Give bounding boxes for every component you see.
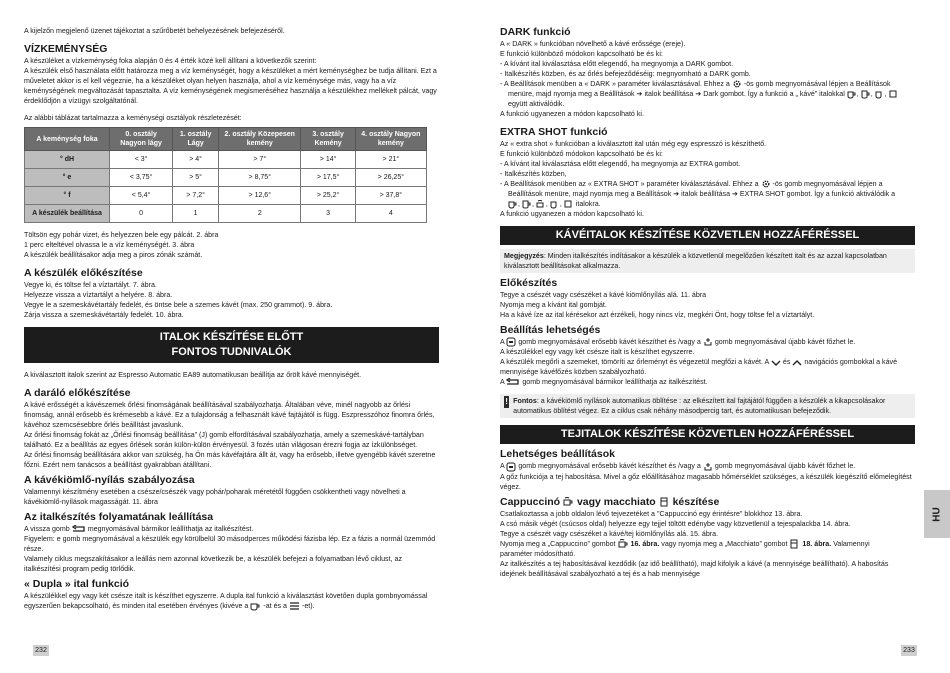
section-title-spout: A kávékiömlő-nyílás szabályozása [24, 474, 195, 486]
settings-l1a: A [500, 338, 505, 347]
menu-lines-icon [289, 602, 300, 610]
cup-icon [550, 200, 560, 209]
dark-line: A funkció ugyanezen a módon kapcsolható ki. [500, 110, 644, 119]
section-banner-milk: TEJITALOK KÉSZÍTÉSE KÖZVETLEN HOZZÁFÉRÉSSEL [500, 425, 915, 444]
table-cell: > 8,75° [219, 169, 301, 187]
page-number-right: 233 [901, 645, 917, 656]
hardness-table [24, 127, 427, 223]
table-cell: 3 [301, 205, 355, 223]
dark-line: - Italkészítés közben, és az őrlés befejeződéséig: megnyomható a DARK gomb. [500, 70, 751, 78]
table-cell: 2 [219, 205, 301, 223]
table-header-cell: A keménység foka [25, 128, 110, 151]
milk-l1a: A [500, 462, 505, 471]
section-title-hardness: VÍZKEMÉNYSÉG [24, 43, 108, 55]
table-cell: > 14° [301, 151, 355, 169]
mug-icon [564, 200, 574, 209]
remark-box [500, 249, 915, 273]
stop-p1-b: megnyomásával bármikor leállíthatja az italkészítést. [87, 525, 254, 533]
settings-l1c: gomb megnyomásával újabb kávét főzhet le. [714, 338, 856, 347]
extra-line: - A kívánt ital kiválasztása előtt elegendő, ha megnyomja az EXTRA gombot. [500, 160, 741, 169]
cappuccino-l4c: vagy nyomja meg a „Macchiato” gombot [661, 539, 788, 548]
table-header-cell: 1. osztály Lágy [173, 128, 219, 151]
settings-l5b: gomb megnyomásával bármikor leállíthatja az italkészítést. [522, 378, 708, 387]
mug-icon [889, 90, 899, 99]
table-cell: > 5° [173, 169, 219, 187]
milk-l1b: gomb megnyomásával erősebb kávét készíthet és /vagy a [518, 462, 701, 471]
back-arrow-icon [506, 378, 520, 387]
mug-icon [861, 90, 871, 99]
extra-line: E funkció különböző módokon kapcsolható be és ki: [500, 150, 663, 159]
macchiato-icon [789, 539, 800, 549]
dark-line: - A kívánt ital kiválasztása előtt elegendő, ha megnyomja a DARK gombot. [500, 60, 734, 68]
section-title-dark: DARK funkció [500, 26, 571, 38]
dark-l5b: -ös gomb megnyomásával lépjen a Beállítások [743, 80, 891, 88]
settings-line [500, 357, 915, 367]
settings-line [500, 337, 915, 347]
cappuccino-l4e: Valamennyi [833, 539, 870, 548]
table-header-cell: 0. osztály Nagyon lágy [110, 128, 173, 151]
after-table-3: A készülék beállításakor adja meg a piros zónák számát. [24, 251, 203, 259]
cappuccino-icon [536, 200, 546, 209]
section-title-extra: EXTRA SHOT funkció [500, 126, 608, 139]
chevron-up-icon [792, 359, 802, 367]
table-header-cell: 2. osztály Közepesen kemény [219, 128, 301, 151]
double-p1-end: -et). [301, 602, 315, 610]
extra-l7: italokra. [575, 200, 601, 209]
prep-line: Zárja vissza a szemeskávétartály fedelét. 10. ábra. [24, 311, 184, 319]
prep-line: Vegye ki, és töltse fel a víztartályt. 7. ábra. [24, 281, 157, 289]
important-label: Fontos [513, 397, 537, 406]
language-tab [924, 490, 950, 538]
section-title-grinder: A daráló előkészítése [24, 387, 131, 399]
cappuccino-line: Az italkészítés a tej habosításával kezdődik (az idő beállítható), majd kifolyik a kávé (a mennyisége beállítható). A habosítás idejének beállításával szabályozható a tej és a hab mennyisége [500, 559, 889, 578]
section-title-prep: A készülék előkészítése [24, 267, 143, 279]
cappuccino-icon [563, 497, 574, 507]
remark-label: Megjegyzés [504, 252, 544, 261]
banner-after-text: A kiválasztott italok szerint az Espresso Automatic EA89 automatikusan beállítja az őrölt kávé mennyiségét. [24, 371, 362, 379]
double-p1-mid: -at és a [263, 602, 288, 610]
cappuccino-line: A csó másik végét (csúcsos oldal) helyezze egy tejjel töltött edénybe vagy közvetlenül a tejespalackba 14. ábra. [500, 519, 851, 528]
table-row-header: ° f [25, 187, 110, 205]
strong-coffee-icon [506, 337, 516, 347]
table-header-row [25, 128, 427, 151]
table-cell: 0 [110, 205, 173, 223]
cup-icon [875, 90, 885, 99]
grinder-p1: A kávé erősségét a kávészemek őrlési finomságának beállításával szabályozhatja. Általában véve, minél nagyobb az őrlési finomság, annál erősebb és krémesebb a kávé. Ez a tulajdonság a felhasznált kávé fajtájától is függ. Eszpresszóhoz finomra őrlés, kávéhoz szemcsésebbre őrlés beállítást javaslunk. [24, 401, 435, 429]
mug-icon [522, 200, 532, 209]
dark-line: E funkció különböző módokon kapcsolható be és ki: [500, 50, 663, 58]
cup-icon [847, 90, 857, 99]
settings-l5a: A [500, 378, 505, 387]
extra-line [500, 179, 915, 189]
section-title-milk-settings: Lehetséges beállítások [500, 448, 615, 461]
cappuccino-l4a: Nyomja meg a „Cappuccino” gombot [500, 539, 616, 548]
stop-p3: Valamely ciklus megszakításakor a leállás nem azonnal következik be, a készülék befejezi a folyamatban lévő ciklust, az italkészítési program pedig törlődik. [24, 555, 402, 573]
important-text [513, 396, 911, 416]
cup-icon [250, 602, 261, 611]
settings-l1b: gomb megnyomásával erősebb kávét készíthet és /vagy a [518, 338, 701, 347]
settings-l3b: és [782, 358, 791, 367]
important-body: : a kávékiömlő nyílások automatikus öblítése : az elkészített ital fajtájától függően a készülék a kikapcsolásakor automatikus öblítést végez. Ez a ciklus csak néhány másodpercig tart, és automatikusan befejeződik. [513, 397, 886, 416]
milk-settings-line: A gőz funkciója a tej habosítása. Mivel a gőz előállításához magasabb hőmérséklet szükséges, a készülék kiegészítő előmelegítést végez. [500, 472, 912, 491]
table-cell: > 17,5° [301, 169, 355, 187]
extra-l5b: -ös gomb megnyomásával lépjen a [772, 180, 883, 189]
table-cell: > 4° [173, 151, 219, 169]
hardness-p2: A készülék első használata előtt határozza meg a víz keménységét, hogy a készüléket a mért keménységhez be tudja állítani. Ezt a műveletet akkor is el kell végeznie, ha a készüléket olyan helyen használja, ahol a víz keménysége más, vagy ha a víz keménységének megváltozását tapasztalta. A víz keménységének megismeréséhez használja a készülékhez mellékelt pálcát, vagy érdeklődjön a vízügyi szolgáltatónál. [24, 67, 437, 105]
strong-coffee-icon [506, 462, 516, 472]
table-row-header: A készülék beállítása [25, 205, 110, 223]
stop-p1 [24, 524, 439, 534]
cappuccino-line: paraméter módosítható. [500, 549, 576, 558]
coffee-prep-line: Ha a kávé íze az ital kérésekor azt érzékeli, hogy nincs víz, megkéri Önt, hogy töltse fel a víztartályt. [500, 311, 815, 320]
back-arrow-icon [72, 525, 86, 534]
warning-icon: ! [505, 397, 508, 407]
section-title-stop: Az italkészítés folyamatának leállítása [24, 511, 214, 523]
milk-l1c: gomb megnyomásával újabb kávét főzhet le. [714, 462, 856, 471]
table-cell: > 21° [355, 151, 426, 169]
table-cell: 4 [355, 205, 426, 223]
section-banner-before-drinks [24, 327, 439, 363]
intro-text: A kijelzőn megjelenő üzenet tájékoztat a szűrőbetét behelyezésének befejezéséről. [24, 27, 285, 35]
gear-icon [732, 79, 742, 89]
right-page [500, 26, 915, 579]
prep-line: Helyezze vissza a víztartályt a helyére. 8. ábra. [24, 291, 173, 299]
stop-p1-a: A vissza gomb [24, 525, 70, 533]
double-p1 [24, 591, 439, 611]
dark-line: menüre, majd nyomja meg a Beállítások ➔ italok beállítása ➔ Dark gombot. Így a funkció a „ kávé” italokkal , , , [500, 89, 915, 99]
chevron-down-icon [771, 359, 781, 367]
table-cell: > 37,8° [355, 187, 426, 205]
table-cell: < 3,75° [110, 169, 173, 187]
settings-line: mennyisége kávéfőzés közben szabályozható. [500, 368, 647, 377]
left-page [24, 26, 439, 611]
table-cell: 1 [173, 205, 219, 223]
section-title-cappuccino [500, 496, 915, 509]
settings-l3a: A készülék megőrli a szemeket, tömöríti az őrleményt és végezetül megfőzi a kávét. A [500, 358, 769, 367]
cappuccino-title-a: Cappuccinó [500, 495, 561, 508]
dark-l5a: - A Beállítások menüben a « DARK » paraméter kiválasztásával. Ehhez a [500, 80, 730, 88]
grinder-p3: Az őrlési finomság beállítására akkor van szükség, ha Ön más kávéfajtára állt át, vagy ha erősebb, illetve gyengébb kávét szeretne főzni. Ezért nem tanácsos a beállítást gyakrabban átállítani. [24, 451, 436, 469]
extra-line: Az « extra shot » funkcióban a kiválasztott ital után még egy espresszó is készíthető. [500, 140, 767, 149]
coffee-prep-line: Nyomja meg a kívánt ital gombját. [500, 301, 607, 310]
settings-line [500, 377, 915, 387]
section-title-coffee-prep: Előkészítés [500, 277, 558, 290]
table-header-cell: 4. osztály Nagyon kemény [355, 128, 426, 151]
after-table-2: 1 perc elteltével olvassa le a víz keménységét. 3. ábra [24, 241, 195, 249]
after-table-1: Töltsön egy pohár vizet, és helyezzen bele egy pálcát. 2. ábra [24, 231, 219, 239]
cappuccino-line: Tegye a csészét vagy csészéket a kávé/tej kiömlőnyílás alá. 15. ábra. [500, 529, 719, 538]
plus-cup-icon [703, 337, 713, 347]
extra-line: - Italkészítés közben, [500, 170, 567, 179]
cappuccino-l4d: 18. ábra. [802, 539, 832, 548]
cup-icon [508, 200, 518, 209]
table-row [25, 151, 427, 169]
hardness-p1: A készüléket a vízkeménység foka alapján 0 és 4 érték közé kell állítani a következők szerint: [24, 57, 317, 65]
prep-line: Vegye le a szemeskávétartály fedelét, és öntse bele a szemes kávét (max. 250 grammot). 9. ábra. [24, 301, 333, 309]
table-cell: > 12,6° [219, 187, 301, 205]
grinder-p2: Az őrlési finomság fokát az „Őrlési finomság beállítása” (J) gomb elfordításával szabályozhatja, amely a szemeskávé-tartályban található. Ez a beállítás az egyes őrlések során külön-külön érvényesül. 3 fozés után világosan érezni fogja az ízkülönbséget. [24, 431, 424, 449]
section-title-double: « Dupla » ital funkció [24, 578, 130, 590]
cappuccino-line: Csatlakoztassa a jobb oldalon lévő tejvezetéket a "Cappuccinó egy érintésre" blokkhoz 13. ábra. [500, 509, 803, 518]
macchiato-icon [659, 497, 670, 507]
section-banner-coffee: KÁVÉITALOK KÉSZÍTÉSE KÖZVETLEN HOZZÁFÉRÉSSEL [500, 226, 915, 245]
table-cell: < 5,4° [110, 187, 173, 205]
table-row [25, 205, 427, 223]
extra-line: , , , , italokra. [500, 199, 915, 209]
table-cell: > 25,2° [301, 187, 355, 205]
remark-body: : Minden italkészítés indításakor a készülék a közvetlenül megelőzően készített italt és az azzal kapcsolatban kiválasztott beállításokat alkalmazza. [504, 252, 887, 271]
coffee-prep-line: Tegye a csészét vagy csészéket a kávé kiömlőnyílás alá. 11. ábra [500, 291, 707, 300]
cappuccino-icon [618, 539, 629, 549]
cappuccino-title-b: vagy macchiato [576, 495, 656, 508]
table-row-header: ° e [25, 169, 110, 187]
dark-line: A « DARK » funkcióban növelhető a kávé erőssége (ereje). [500, 40, 686, 48]
cappuccino-title-c: készítése [672, 495, 720, 508]
plus-cup-icon [703, 462, 713, 472]
table-cell: > 7,2° [173, 187, 219, 205]
milk-settings-line [500, 461, 915, 471]
gear-icon [761, 179, 771, 189]
extra-line: Beállítások menüre, majd nyomja meg a Beállítások ➔ italok beállítása ➔ EXTRA SHOT gombot. Így a funkció aktiválódik a [508, 190, 896, 199]
double-p1-text: A készülékkel egy vagy két csésze italt is készíthet egyszerre. A dupla ital funkció a kiválasztást követően dupla gombnyomással egyszerűen bekapcsolható, és minden ital esetében érvényes (kivéve a [24, 592, 428, 610]
table-row [25, 187, 427, 205]
extra-l5a: - A Beállítások menüben az « EXTRA SHOT » paraméter kiválasztásával. Ehhez a [500, 180, 759, 189]
spout-p1: Valamennyi készítmény esetében a csésze/csészék vagy pohár/poharak méretétől függően csökkentheti vagy növelheti a kávékiömlő-nyílások magasságát. 11. ábra [24, 488, 406, 506]
settings-line: A készülékkel egy vagy két csésze italt is készíthet egyszerre. [500, 348, 695, 357]
section-title-settings: Beállítás lehetségés [500, 324, 601, 337]
stop-p2: Figyelem: e gomb megnyomásával a készülék egy körülbelül 30 másodperces működési fázisba lép. Ez a fázis a normál üzemmód része. [24, 535, 436, 553]
table-row [25, 169, 427, 187]
cappuccino-l4b: 16. ábra. [630, 539, 660, 548]
table-cell: > 26,25° [355, 169, 426, 187]
table-cell: < 3° [110, 151, 173, 169]
table-intro: Az alábbi táblázat tartalmazza a keménységi osztályok részletezését: [24, 114, 242, 122]
dark-line [500, 79, 915, 89]
settings-l3c: navigációs gombokkal a kávé [804, 358, 898, 367]
remark-text [504, 251, 911, 271]
important-box [500, 394, 915, 418]
table-row-header: ° dH [25, 151, 110, 169]
banner-line: ITALOK KÉSZÍTÉSE ELŐTT [159, 331, 304, 343]
dark-line: együtt aktiválódik. [508, 100, 565, 109]
page-number-left: 232 [33, 645, 49, 656]
dark-l6: menüre, majd nyomja meg a Beállítások ➔ italok beállítása ➔ Dark gombot. Így a funkció a „ kávé” italokkal [508, 90, 845, 99]
language-tab-label: HU [931, 506, 943, 522]
table-cell: > 7° [219, 151, 301, 169]
extra-line: A funkció ugyanezen a módon kapcsolható ki. [500, 210, 644, 219]
banner-line: FONTOS TUDNIVALÓK [171, 346, 292, 358]
cappuccino-line [500, 539, 915, 549]
table-header-cell: 3. osztály Kemény [301, 128, 355, 151]
